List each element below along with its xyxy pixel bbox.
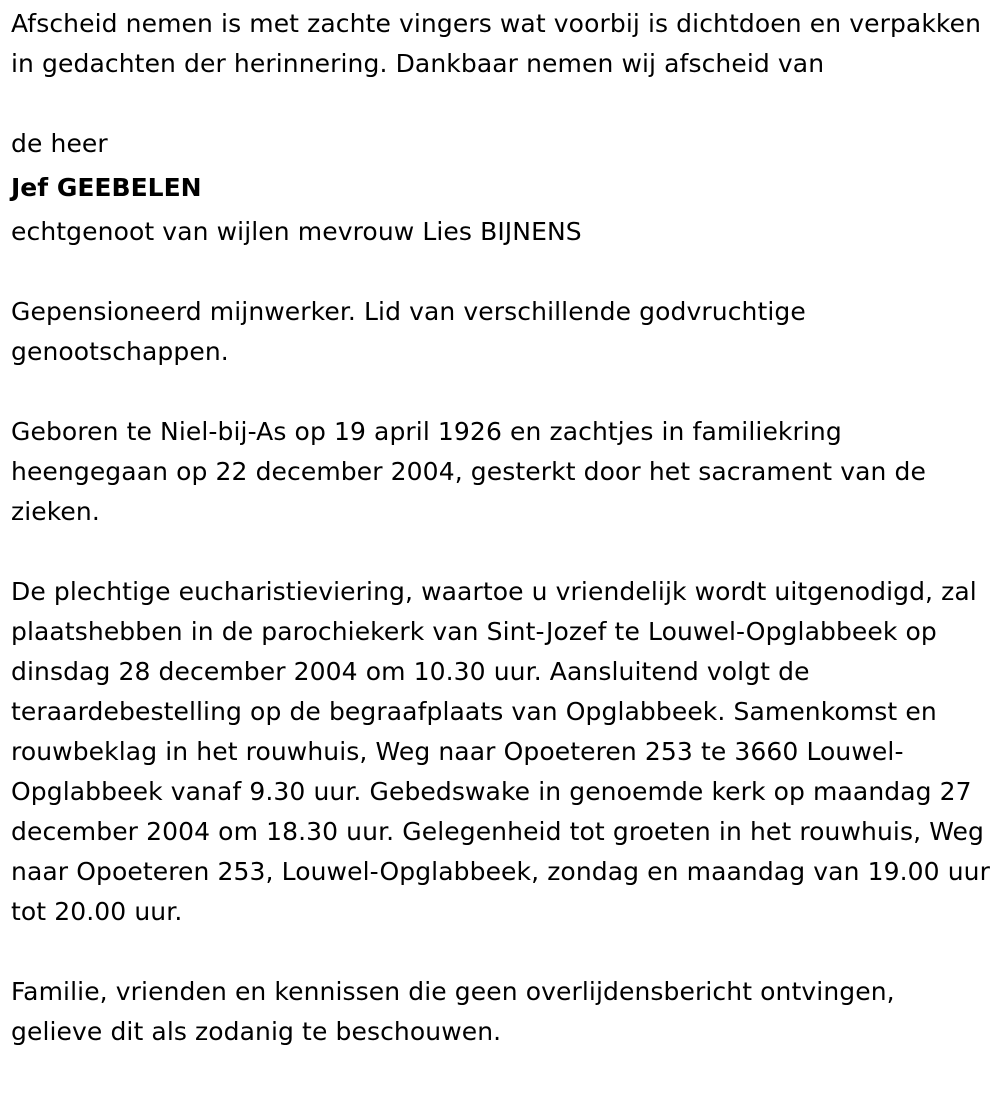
birth-death-paragraph: Geboren te Niel-bij-As op 19 april 1926 en zachtjes in familiekring heengegaan op 22 december 2004, gesterkt door het sacrament van de zieken.: [11, 417, 926, 526]
ceremony-paragraph: De plechtige eucharistieviering, waartoe u vriendelijk wordt uitgenodigd, zal plaatshebben in de parochiekerk van Sint-Jozef te Louwel-Opglabbeek op dinsdag 28 december 2004 om 10.30 uur. Aansluitend volgt de teraardebestelling op de begraafplaats van Opglabbeek. Samenkomst en rouwbeklag in het rouwhuis, Weg naar Opoeteren 253 te 3660 Louwel-Opglabbeek vanaf 9.30 uur. Gebedswake in genoemde kerk op maandag 27 december 2004 om 18.30 uur. Gelegenheid tot groeten in het rouwhuis, Weg naar Opoeteren 253, Louwel-Opglabbeek, zondag en maandag van 19.00 uur tot 20.00 uur.: [11, 577, 990, 926]
intro-paragraph: Afscheid nemen is met zachte vingers wat voorbij is dichtdoen en verpakken in gedachten der herinnering. Dankbaar nemen wij afscheid van: [11, 9, 982, 78]
occupation-paragraph: Gepensioneerd mijnwerker. Lid van verschillende godvruchtige genootschappen.: [11, 297, 806, 366]
spacer: [11, 252, 990, 292]
spacer: [11, 932, 990, 972]
spacer: [11, 372, 990, 412]
spacer: [11, 84, 990, 124]
spacer: [11, 532, 990, 572]
spouse-line: echtgenoot van wijlen mevrouw Lies BIJNENS: [11, 217, 582, 246]
deceased-name: Jef GEEBELEN: [11, 173, 202, 202]
closing-paragraph: Familie, vrienden en kennissen die geen overlijdensbericht ontvingen, gelieve dit als zodanig te beschouwen.: [11, 977, 895, 1046]
salutation: de heer: [11, 129, 108, 158]
